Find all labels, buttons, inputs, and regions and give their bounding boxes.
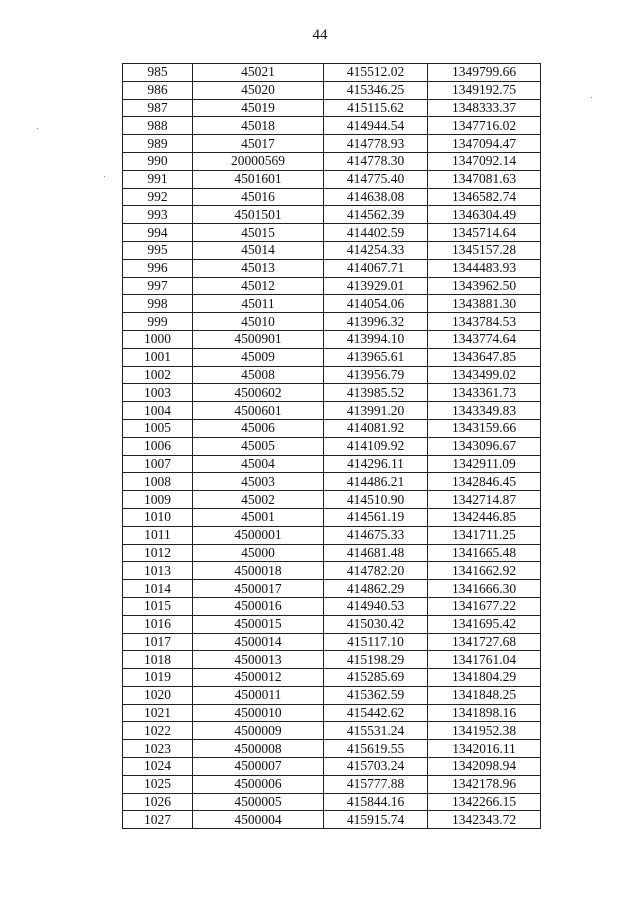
table-row [123,722,541,740]
coordinates-table-body [123,64,541,829]
table-row [123,348,541,366]
coordinate-y-cell: 1341711.25 [428,526,541,544]
row-number-cell: 1003 [123,384,193,402]
point-id-cell: 45009 [193,348,324,366]
coordinate-y-cell: 1346582.74 [428,188,541,206]
table-row [123,366,541,384]
row-number-cell: 991 [123,170,193,188]
coordinate-y-cell: 1348333.37 [428,99,541,117]
row-number-cell: 994 [123,224,193,242]
coordinate-y-cell: 1342846.45 [428,473,541,491]
coordinate-x-cell: 415117.10 [324,633,428,651]
point-id-cell: 4500013 [193,651,324,669]
row-number-cell: 1025 [123,775,193,793]
table-row [123,473,541,491]
row-number-cell: 1002 [123,366,193,384]
row-number-cell: 987 [123,99,193,117]
row-number-cell: 1007 [123,455,193,473]
point-id-cell: 4500014 [193,633,324,651]
point-id-cell: 45008 [193,366,324,384]
coordinate-y-cell: 1347716.02 [428,117,541,135]
coordinate-y-cell: 1342178.96 [428,775,541,793]
coordinate-y-cell: 1349192.75 [428,81,541,99]
coordinate-x-cell: 413991.20 [324,402,428,420]
coordinate-x-cell: 413965.61 [324,348,428,366]
point-id-cell: 45002 [193,491,324,509]
row-number-cell: 1000 [123,330,193,348]
row-number-cell: 989 [123,135,193,153]
table-row [123,686,541,704]
coordinate-x-cell: 414940.53 [324,597,428,615]
point-id-cell: 4500018 [193,562,324,580]
point-id-cell: 4500601 [193,402,324,420]
table-row [123,206,541,224]
row-number-cell: 985 [123,64,193,82]
coordinate-x-cell: 414775.40 [324,170,428,188]
row-number-cell: 1009 [123,491,193,509]
coordinate-y-cell: 1341761.04 [428,651,541,669]
coordinate-y-cell: 1343962.50 [428,277,541,295]
point-id-cell: 45016 [193,188,324,206]
table-row [123,544,541,562]
row-number-cell: 1012 [123,544,193,562]
coordinate-y-cell: 1341666.30 [428,580,541,598]
coordinate-x-cell: 413985.52 [324,384,428,402]
point-id-cell: 45000 [193,544,324,562]
coordinate-x-cell: 413994.10 [324,330,428,348]
row-number-cell: 1021 [123,704,193,722]
coordinate-x-cell: 414782.20 [324,562,428,580]
table-row [123,277,541,295]
table-row [123,740,541,758]
point-id-cell: 45006 [193,419,324,437]
row-number-cell: 1019 [123,669,193,687]
row-number-cell: 1004 [123,402,193,420]
coordinate-y-cell: 1341898.16 [428,704,541,722]
point-id-cell: 45017 [193,135,324,153]
row-number-cell: 1023 [123,740,193,758]
point-id-cell: 4500602 [193,384,324,402]
table-row [123,508,541,526]
coordinate-y-cell: 1343774.64 [428,330,541,348]
coordinate-x-cell: 415844.16 [324,793,428,811]
coordinate-x-cell: 414402.59 [324,224,428,242]
coordinate-y-cell: 1345714.64 [428,224,541,242]
point-id-cell: 4500009 [193,722,324,740]
point-id-cell: 4500008 [193,740,324,758]
point-id-cell: 4500016 [193,597,324,615]
coordinate-y-cell: 1341677.22 [428,597,541,615]
coordinate-y-cell: 1343361.73 [428,384,541,402]
coordinate-y-cell: 1343647.85 [428,348,541,366]
coordinate-y-cell: 1341727.68 [428,633,541,651]
coordinate-x-cell: 414638.08 [324,188,428,206]
coordinate-y-cell: 1342098.94 [428,758,541,776]
row-number-cell: 1013 [123,562,193,580]
table-row [123,135,541,153]
point-id-cell: 45001 [193,508,324,526]
coordinate-x-cell: 415703.24 [324,758,428,776]
coordinate-y-cell: 1341665.48 [428,544,541,562]
table-row [123,704,541,722]
coordinate-y-cell: 1346304.49 [428,206,541,224]
row-number-cell: 986 [123,81,193,99]
coordinate-x-cell: 414296.11 [324,455,428,473]
point-id-cell: 45013 [193,259,324,277]
table-row [123,758,541,776]
coordinate-x-cell: 415115.62 [324,99,428,117]
coordinate-x-cell: 413996.32 [324,313,428,331]
point-id-cell: 45015 [193,224,324,242]
point-id-cell: 45020 [193,81,324,99]
coordinate-y-cell: 1341804.29 [428,669,541,687]
row-number-cell: 1016 [123,615,193,633]
table-row [123,152,541,170]
row-number-cell: 1024 [123,758,193,776]
coordinate-y-cell: 1343881.30 [428,295,541,313]
coordinate-x-cell: 414778.93 [324,135,428,153]
coordinate-x-cell: 414254.33 [324,241,428,259]
coordinate-x-cell: 414561.19 [324,508,428,526]
coordinate-x-cell: 415915.74 [324,811,428,829]
row-number-cell: 1017 [123,633,193,651]
coordinates-table [122,63,541,829]
coordinate-y-cell: 1343499.02 [428,366,541,384]
table-row [123,775,541,793]
table-row [123,633,541,651]
point-id-cell: 4501601 [193,170,324,188]
coordinate-y-cell: 1343784.53 [428,313,541,331]
point-id-cell: 45021 [193,64,324,82]
coordinate-x-cell: 415442.62 [324,704,428,722]
point-id-cell: 4500005 [193,793,324,811]
point-id-cell: 45011 [193,295,324,313]
coordinate-y-cell: 1349799.66 [428,64,541,82]
table-row [123,81,541,99]
coordinate-x-cell: 415362.59 [324,686,428,704]
table-row [123,188,541,206]
table-row [123,330,541,348]
coordinate-y-cell: 1343096.67 [428,437,541,455]
table-row [123,562,541,580]
table-row [123,651,541,669]
scan-speck [591,97,592,98]
point-id-cell: 4500011 [193,686,324,704]
point-id-cell: 45019 [193,99,324,117]
point-id-cell: 45005 [193,437,324,455]
coordinate-x-cell: 414862.29 [324,580,428,598]
coordinate-x-cell: 415531.24 [324,722,428,740]
row-number-cell: 1005 [123,419,193,437]
coordinate-y-cell: 1343159.66 [428,419,541,437]
table-row [123,259,541,277]
coordinate-y-cell: 1344483.93 [428,259,541,277]
table-row [123,241,541,259]
table-row [123,295,541,313]
table-row [123,170,541,188]
point-id-cell: 45012 [193,277,324,295]
point-id-cell: 45003 [193,473,324,491]
row-number-cell: 1015 [123,597,193,615]
table-row [123,793,541,811]
coordinate-y-cell: 1342266.15 [428,793,541,811]
row-number-cell: 1011 [123,526,193,544]
point-id-cell: 4500012 [193,669,324,687]
table-row [123,313,541,331]
coordinate-y-cell: 1342016.11 [428,740,541,758]
table-row [123,615,541,633]
point-id-cell: 45018 [193,117,324,135]
coordinate-x-cell: 414944.54 [324,117,428,135]
coordinate-x-cell: 414675.33 [324,526,428,544]
coordinate-x-cell: 414562.39 [324,206,428,224]
point-id-cell: 4500010 [193,704,324,722]
row-number-cell: 996 [123,259,193,277]
row-number-cell: 1010 [123,508,193,526]
row-number-cell: 988 [123,117,193,135]
coordinate-y-cell: 1342714.87 [428,491,541,509]
coordinate-y-cell: 1347092.14 [428,152,541,170]
table-row [123,580,541,598]
table-row [123,811,541,829]
table-row [123,64,541,82]
coordinate-x-cell: 414109.92 [324,437,428,455]
point-id-cell: 45014 [193,241,324,259]
coordinate-x-cell: 414067.71 [324,259,428,277]
table-row [123,526,541,544]
scan-speck [104,176,105,177]
row-number-cell: 1014 [123,580,193,598]
table-row [123,402,541,420]
coordinate-x-cell: 415619.55 [324,740,428,758]
point-id-cell: 4501501 [193,206,324,224]
coordinate-x-cell: 415346.25 [324,81,428,99]
coordinate-x-cell: 414054.06 [324,295,428,313]
point-id-cell: 4500004 [193,811,324,829]
coordinate-x-cell: 414510.90 [324,491,428,509]
scan-speck [37,128,38,129]
coordinate-x-cell: 414778.30 [324,152,428,170]
coordinate-x-cell: 413929.01 [324,277,428,295]
coordinate-y-cell: 1343349.83 [428,402,541,420]
row-number-cell: 992 [123,188,193,206]
coordinate-y-cell: 1345157.28 [428,241,541,259]
row-number-cell: 993 [123,206,193,224]
row-number-cell: 999 [123,313,193,331]
coordinate-x-cell: 415285.69 [324,669,428,687]
coordinate-x-cell: 414486.21 [324,473,428,491]
page-number: 44 [312,27,328,43]
point-id-cell: 4500001 [193,526,324,544]
row-number-cell: 1006 [123,437,193,455]
row-number-cell: 997 [123,277,193,295]
coordinate-y-cell: 1341848.25 [428,686,541,704]
row-number-cell: 1022 [123,722,193,740]
table-row [123,99,541,117]
point-id-cell: 4500015 [193,615,324,633]
coordinate-y-cell: 1342343.72 [428,811,541,829]
point-id-cell: 4500017 [193,580,324,598]
row-number-cell: 1018 [123,651,193,669]
point-id-cell: 20000569 [193,152,324,170]
coordinate-y-cell: 1341695.42 [428,615,541,633]
coordinate-y-cell: 1341952.38 [428,722,541,740]
coordinate-y-cell: 1342446.85 [428,508,541,526]
coordinate-x-cell: 414681.48 [324,544,428,562]
point-id-cell: 4500901 [193,330,324,348]
coordinate-y-cell: 1342911.09 [428,455,541,473]
coordinate-x-cell: 415777.88 [324,775,428,793]
row-number-cell: 995 [123,241,193,259]
coordinate-y-cell: 1341662.92 [428,562,541,580]
point-id-cell: 4500006 [193,775,324,793]
point-id-cell: 4500007 [193,758,324,776]
row-number-cell: 1027 [123,811,193,829]
row-number-cell: 1001 [123,348,193,366]
table-row [123,669,541,687]
coordinate-y-cell: 1347081.63 [428,170,541,188]
table-row [123,491,541,509]
row-number-cell: 1020 [123,686,193,704]
coordinate-x-cell: 415030.42 [324,615,428,633]
row-number-cell: 1026 [123,793,193,811]
point-id-cell: 45004 [193,455,324,473]
table-row [123,597,541,615]
table-row [123,437,541,455]
coordinate-x-cell: 413956.79 [324,366,428,384]
table-row [123,117,541,135]
table-row [123,419,541,437]
row-number-cell: 998 [123,295,193,313]
point-id-cell: 45010 [193,313,324,331]
table-row [123,455,541,473]
table-row [123,224,541,242]
coordinate-x-cell: 415512.02 [324,64,428,82]
coordinate-x-cell: 414081.92 [324,419,428,437]
row-number-cell: 990 [123,152,193,170]
table-row [123,384,541,402]
coordinate-y-cell: 1347094.47 [428,135,541,153]
row-number-cell: 1008 [123,473,193,491]
coordinate-x-cell: 415198.29 [324,651,428,669]
